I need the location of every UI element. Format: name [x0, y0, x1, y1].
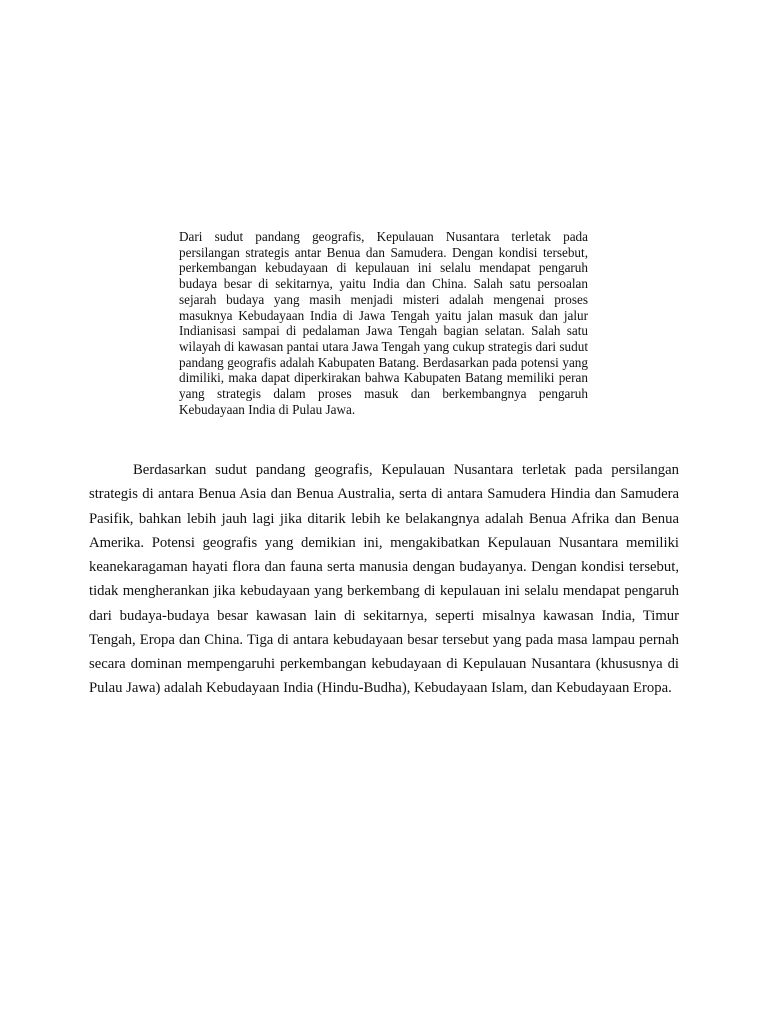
abstract-paragraph: Dari sudut pandang geografis, Kepulauan Nusantara terletak pada persilangan strategis antar Benua dan Samudera. Dengan kondisi tersebut, perkembangan kebudayaan di kepulauan ini selalu mendapat pengaruh budaya besar di sekitarnya, yaitu India dan China. Salah satu persoalan sejarah budaya yang masih menjadi misteri adalah mengenai proses masuknya Kebudayaan India di Jawa Tengah yaitu jalan masuk dan jalur Indianisasi sampai di pedalaman Jawa Tengah bagian selatan. Salah satu wilayah di kawasan pantai utara Jawa Tengah yang cukup strategis dari sudut pandang geografis adalah Kabupaten Batang. Berdasarkan pada potensi yang dimiliki, maka dapat diperkirakan bahwa Kabupaten Batang memiliki peran yang strategis dalam proses masuk dan berkembangnya pengaruh Kebudayaan India di Pulau Jawa.	[179, 229, 588, 417]
body-paragraph: Berdasarkan sudut pandang geografis, Kepulauan Nusantara terletak pada persilangan strategis di antara Benua Asia dan Benua Australia, serta di antara Samudera Hindia dan Samudera Pasifik, bahkan lebih jauh lagi jika ditarik lebih ke belakangnya adalah Benua Afrika dan Benua Amerika. Potensi geografis yang demikian ini, mengakibatkan Kepulauan Nusantara memiliki keanekaragaman hayati flora dan fauna serta manusia dengan budayanya. Dengan kondisi tersebut, tidak mengherankan jika kebudayaan yang berkembang di kepulauan ini selalu mendapat pengaruh dari budaya-budaya besar kawasan lain di sekitarnya, seperti misalnya kawasan India, Timur Tengah, Eropa dan China. Tiga di antara kebudayaan besar tersebut yang pada masa lampau pernah secara dominan mempengaruhi perkembangan kebudayaan di Kepulauan Nusantara (khususnya di Pulau Jawa) adalah Kebudayaan India (Hindu-Budha), Kebudayaan Islam, dan Kebudayaan Eropa.	[89, 462, 679, 697]
